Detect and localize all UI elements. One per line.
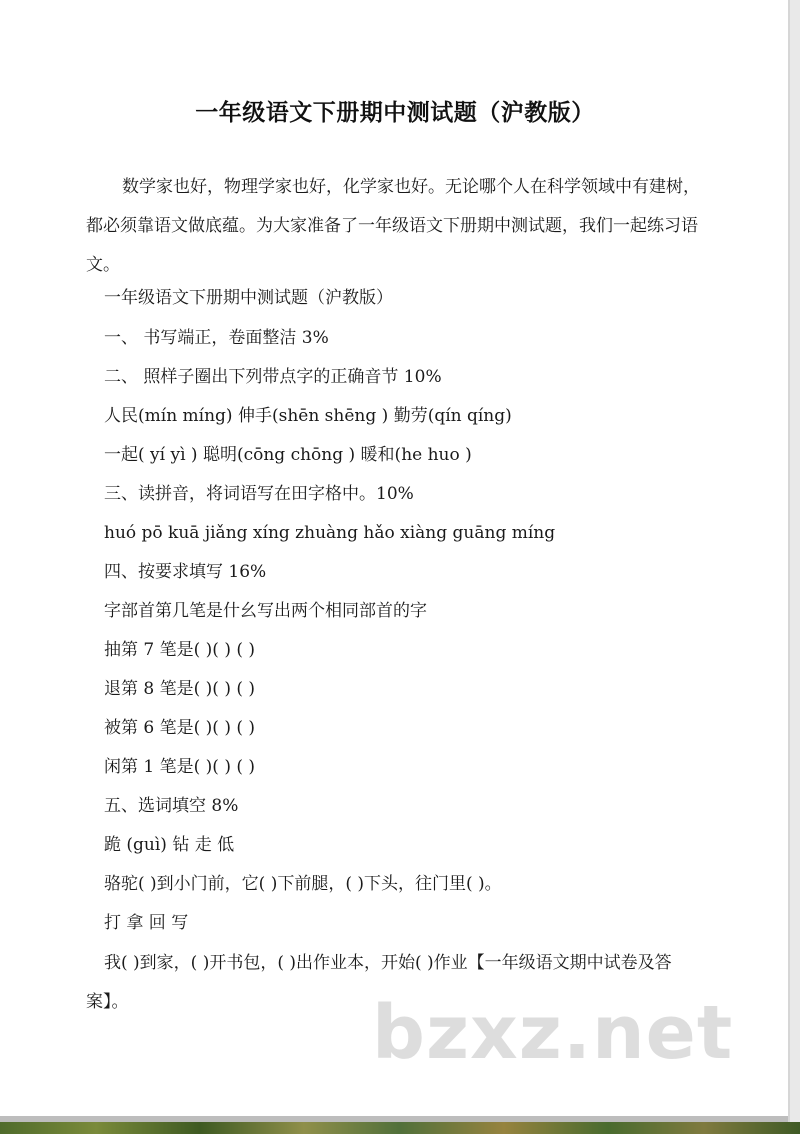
section-4: 四、按要求填写 16%	[104, 562, 267, 582]
background-strip	[0, 1122, 800, 1134]
fill-sentence-2: 我( )到家，( )开书包，( )出作业本，开始( )作业【一年级语文期中试卷及答案】。	[86, 953, 672, 1012]
section-5: 五、选词填空 8%	[104, 796, 239, 816]
word-options-1: 跪 (guì) 钻 走 低	[104, 835, 235, 855]
subtitle-line: 一年级语文下册期中测试题（沪教版）	[104, 288, 393, 308]
pinyin-words: huó pō kuā jiǎng xíng zhuàng hǎo xiàng guāng míng	[104, 523, 556, 543]
section-4-instruction: 字部首第几笔是什幺写出两个相同部首的字	[104, 601, 427, 621]
pinyin-row-1: 人民(mín míng) 伸手(shēn shēng ) 勤劳(qín qíng)	[104, 406, 512, 426]
section-3: 三、读拼音，将词语写在田字格中。10%	[104, 484, 414, 504]
document-title: 一年级语文下册期中测试题（沪教版）	[195, 100, 595, 126]
section-1: 一、 书写端正，卷面整洁 3%	[104, 328, 329, 348]
stroke-question-2: 退第 8 笔是( )( ) ( )	[104, 679, 256, 699]
stroke-question-1: 抽第 7 笔是( )( ) ( )	[104, 640, 256, 660]
pinyin-row-2: 一起( yí yì ) 聪明(cōng chōng ) 暖和(he huo )	[104, 445, 472, 465]
section-2: 二、 照样子圈出下列带点字的正确音节 10%	[104, 367, 442, 387]
fill-sentence-1: 骆驼( )到小门前，它( )下前腿，( )下头，往门里( )。	[104, 874, 502, 894]
watermark-text: bzxz.net	[372, 990, 734, 1076]
word-options-2: 打 拿 回 写	[104, 913, 189, 933]
stroke-question-3: 被第 6 笔是( )( ) ( )	[104, 718, 256, 738]
stroke-question-4: 闲第 1 笔是( )( ) ( )	[104, 757, 256, 777]
intro-paragraph: 数学家也好，物理学家也好，化学家也好。无论哪个人在科学领域中有建树，都必须靠语文做底蕴。为大家准备了一年级语文下册期中测试题，我们一起练习语文。	[86, 177, 700, 275]
